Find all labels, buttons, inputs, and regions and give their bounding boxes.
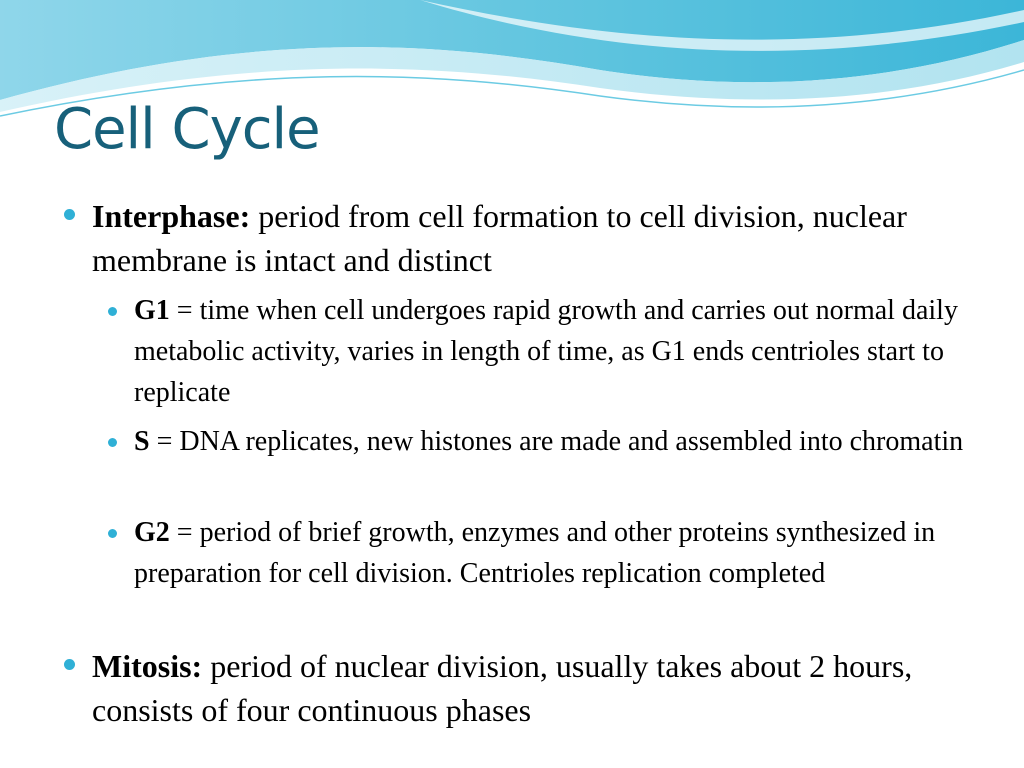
bullet-text: [92, 194, 964, 282]
bullet-dot-icon: [64, 209, 75, 220]
bullet-mitosis: [64, 644, 964, 732]
sub-bullet-term: G2: [134, 517, 170, 548]
sub-bullet-g1: [108, 290, 978, 413]
bullet-interphase: [64, 194, 964, 282]
sub-bullet-s: [108, 421, 978, 462]
bullet-term: Interphase:: [92, 198, 251, 234]
sub-bullet-text: [134, 512, 978, 594]
sub-bullet-text: [134, 290, 978, 413]
bullet-description: period from cell formation to cell division, nuclear membrane is intact and distinct: [92, 198, 907, 278]
sub-bullet-term: G1: [134, 295, 170, 326]
sub-bullet-text: [134, 421, 978, 462]
sub-bullet-description: = DNA replicates, new histones are made and assembled into chromatin: [149, 426, 964, 457]
bullet-dot-icon: [108, 438, 117, 447]
bullet-description: period of nuclear division, usually takes about 2 hours, consists of four continuous phases: [92, 648, 913, 728]
sub-bullet-g2: [108, 512, 978, 594]
bullet-dot-icon: [64, 659, 75, 670]
sub-bullet-description: = time when cell undergoes rapid growth and carries out normal daily metabolic activity, varies in length of time, as G1 ends centrioles start to replicate: [134, 295, 958, 408]
bullet-text: [92, 644, 964, 732]
bullet-dot-icon: [108, 529, 117, 538]
sub-bullet-description: = period of brief growth, enzymes and other proteins synthesized in preparation for cell division. Centrioles replication completed: [134, 517, 936, 589]
bullet-term: Mitosis:: [92, 648, 203, 684]
slide-title: Cell Cycle: [54, 97, 320, 162]
sub-bullet-term: S: [134, 426, 150, 457]
bullet-dot-icon: [108, 307, 117, 316]
